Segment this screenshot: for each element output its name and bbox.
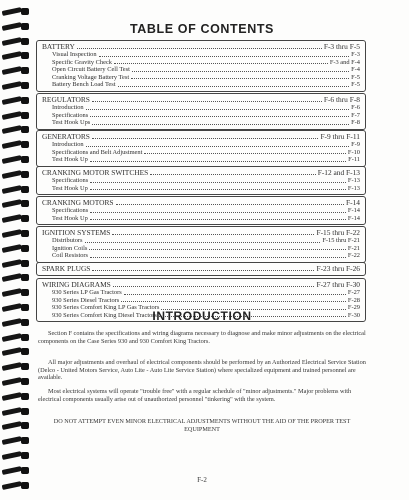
toc-label: Introduction — [52, 104, 84, 111]
leader-dots — [90, 189, 346, 190]
binding-coil — [2, 97, 30, 104]
intro-paragraph: Section F contains the specifications and wiring diagrams necessary to diagnose and make minor adjustments on the electrical components on the Case Series 930 and 930 Comfort King Tractors. — [38, 330, 366, 345]
toc-row[interactable] — [42, 245, 360, 253]
binding-coil — [2, 126, 30, 133]
toc-label: Test Hook Up — [52, 214, 88, 222]
warning-paragraph: DO NOT ATTEMPT EVEN MINOR ELECTRICAL ADJUSTMENTS WITHOUT THE AID OF THE PROPER TEST EQUIPMENT — [53, 418, 351, 433]
leader-dots — [90, 212, 346, 213]
toc-page: F-15 thru F-22 — [316, 228, 360, 237]
toc-page: F-27 thru F-30 — [316, 280, 360, 289]
leader-dots — [114, 63, 328, 64]
introduction-heading: INTRODUCTION — [152, 309, 252, 323]
toc-label: BATTERY — [42, 42, 75, 51]
binding-coil — [2, 215, 30, 222]
toc-page: F-27 — [347, 289, 360, 296]
toc-row[interactable] — [42, 168, 360, 177]
leader-dots — [92, 138, 319, 139]
toc-label: Cranking Voltage Battery Test — [52, 73, 130, 81]
toc-row[interactable] — [42, 74, 360, 82]
binding-coil — [2, 156, 30, 163]
toc-label: Ignition Coils — [52, 244, 88, 252]
toc-label: 930 Series Comfort King LP Gas Tractors — [52, 304, 160, 312]
toc-page: F-4 — [351, 66, 360, 74]
leader-dots — [92, 270, 314, 271]
binding-coil — [2, 112, 30, 119]
toc-page: F-21 — [347, 244, 360, 252]
toc-row[interactable] — [42, 51, 360, 59]
toc-page: F-9 — [351, 141, 360, 148]
leader-dots — [113, 286, 315, 287]
leader-dots — [144, 153, 346, 154]
toc-row[interactable] — [42, 119, 360, 127]
toc-section-ignition-systems — [36, 226, 368, 263]
binding-coil — [2, 422, 30, 429]
leader-dots — [132, 71, 349, 72]
toc-row[interactable] — [42, 42, 360, 51]
toc-row[interactable] — [42, 252, 360, 260]
toc-row[interactable] — [42, 215, 360, 223]
toc-label: Specific Gravity Check — [52, 58, 112, 66]
toc-row[interactable] — [42, 156, 360, 164]
binding-coil — [2, 378, 30, 385]
binding-coil — [2, 319, 30, 326]
toc-page: F-13 — [347, 184, 360, 192]
binding-coil — [2, 230, 30, 237]
binding-coil — [2, 141, 30, 148]
toc-row[interactable] — [42, 198, 360, 207]
toc-row[interactable] — [42, 66, 360, 74]
binding-coil — [2, 67, 30, 74]
toc-section-cranking-motor-switches — [36, 166, 368, 195]
toc-page: F-11 — [348, 156, 360, 164]
toc-label: WIRING DIAGRAMS — [42, 280, 111, 289]
binding-coil — [2, 304, 30, 311]
binding-coil — [2, 260, 30, 267]
toc-label: 930 Series Diesel Tractors — [52, 296, 120, 304]
toc-label: IGNITION SYSTEMS — [42, 228, 111, 237]
toc-page: F-14 — [347, 214, 360, 222]
binding-coil — [2, 348, 30, 355]
toc-label: CRANKING MOTORS — [42, 198, 114, 207]
toc-row[interactable] — [42, 185, 360, 193]
toc-label: Specifications — [52, 207, 89, 214]
toc-page: F-5 — [351, 81, 360, 89]
toc-label: Specifications — [52, 111, 89, 119]
leader-dots — [90, 257, 346, 258]
toc-label: Specifications — [52, 177, 89, 184]
toc-section-battery — [36, 40, 368, 92]
leader-dots — [77, 48, 322, 49]
toc-row[interactable] — [42, 237, 360, 245]
leader-dots — [90, 116, 349, 117]
leader-dots — [90, 219, 346, 220]
toc-page: F-6 thru F-8 — [323, 95, 360, 104]
toc-page: F-10 — [347, 148, 360, 156]
toc-page: F-29 — [347, 304, 360, 312]
toc-page: F-23 thru F-26 — [316, 264, 360, 273]
page-number: F-2 — [197, 476, 207, 484]
toc-label: 930 Series LP Gas Tractors — [52, 289, 122, 296]
toc-label: GENERATORS — [42, 132, 90, 141]
toc-row[interactable] — [42, 264, 360, 273]
toc-page: F-8 — [351, 119, 360, 127]
binding-coil — [2, 38, 30, 45]
binding-coil — [2, 245, 30, 252]
toc-label: Introduction — [52, 141, 84, 148]
toc-row[interactable] — [42, 104, 360, 112]
toc-row[interactable] — [42, 207, 360, 215]
binding-coil — [2, 393, 30, 400]
toc-row[interactable] — [42, 297, 360, 305]
toc-page: F-14 — [347, 207, 360, 214]
binding-coil — [2, 52, 30, 59]
binding-coil — [2, 452, 30, 459]
toc-page: F-22 — [347, 252, 360, 260]
leader-dots — [92, 124, 349, 125]
toc-label: REGULATORS — [42, 95, 90, 104]
leader-dots — [92, 101, 322, 102]
binding-coil — [2, 82, 30, 89]
toc-page: F-30 — [347, 311, 360, 319]
binding-coil — [2, 171, 30, 178]
binding-coil — [2, 8, 30, 15]
toc-page: F-9 thru F-11 — [320, 132, 360, 141]
binding-coil — [2, 200, 30, 207]
leader-dots — [90, 182, 346, 183]
toc-label: CRANKING MOTOR SWITCHES — [42, 168, 149, 177]
toc-page: F-5 — [351, 73, 360, 81]
leader-dots — [118, 86, 350, 87]
toc-page: F-12 and F-13 — [317, 168, 360, 177]
leader-dots — [112, 234, 314, 235]
toc-page: F-3 thru F-5 — [323, 42, 360, 51]
toc-row[interactable] — [42, 177, 360, 185]
toc-section-cranking-motors — [36, 196, 368, 225]
spiral-binding — [0, 0, 32, 500]
toc-page: F-7 — [351, 111, 360, 119]
toc-label: SPARK PLUGS — [42, 264, 91, 273]
toc-label: Test Hook Up — [52, 184, 88, 192]
toc-row[interactable] — [42, 149, 360, 157]
toc-section-generators — [36, 130, 368, 167]
binding-coil — [2, 363, 30, 370]
toc-row[interactable] — [42, 228, 360, 237]
toc-page: F-28 — [347, 296, 360, 304]
toc-label: Battery Bench Load Test — [52, 81, 116, 89]
toc-page: F-15 thru F-21 — [322, 237, 360, 244]
leader-dots — [150, 174, 315, 175]
binding-coil — [2, 408, 30, 415]
leader-dots — [131, 78, 349, 79]
leader-dots — [124, 294, 346, 295]
toc-page: F-3 and F-4 — [329, 58, 360, 66]
binding-coil — [2, 274, 30, 281]
toc-title: TABLE OF CONTENTS — [130, 22, 274, 36]
toc-label: Specifications and Belt Adjustment — [52, 148, 143, 156]
toc-label: Test Hook Ups — [52, 119, 91, 127]
leader-dots — [86, 146, 350, 147]
page-content — [36, 0, 406, 500]
leader-dots — [89, 249, 346, 250]
toc-page: F-6 — [351, 104, 360, 111]
toc-row[interactable] — [42, 132, 360, 141]
toc-section-regulators — [36, 93, 368, 130]
toc-page: F-13 — [347, 177, 360, 184]
toc-page: F-14 — [346, 198, 360, 207]
leader-dots — [116, 204, 345, 205]
toc-label: Test Hook Up — [52, 156, 88, 164]
binding-coil — [2, 289, 30, 296]
leader-dots — [85, 242, 321, 243]
toc-row[interactable] — [42, 112, 360, 120]
toc-section-spark-plugs — [36, 262, 368, 276]
intro-paragraph: All major adjustments and overhaul of electrical components should be performed by an Authorized Electrical Service Station (Delco - United Motors Service, Auto Lite - Auto Lite Service Station) where specialized equipment and trained personnel are available. — [38, 359, 366, 382]
toc-label: Visual Inspection — [52, 51, 97, 58]
binding-coil — [2, 186, 30, 193]
toc-row[interactable] — [42, 81, 360, 89]
leader-dots — [86, 109, 350, 110]
binding-coil — [2, 467, 30, 474]
toc-label: Distributors — [52, 237, 83, 244]
leader-dots — [121, 301, 346, 302]
toc-label: 930 Series Comfort King Diesel Tractors — [52, 311, 157, 319]
toc-row[interactable] — [42, 95, 360, 104]
toc-label: Coil Resistors — [52, 252, 89, 260]
toc-label: Open Circuit Battery Cell Test — [52, 66, 130, 74]
binding-coil — [2, 23, 30, 30]
binding-coil — [2, 334, 30, 341]
toc-row[interactable] — [42, 59, 360, 67]
leader-dots — [90, 161, 346, 162]
intro-paragraph: Most electrical systems will operate "trouble free" with a regular schedule of "minor adjustments." Major problems with electrical components usually arise out of unauthorized personnel "tinkering" with the system. — [38, 388, 352, 403]
leader-dots — [99, 56, 350, 57]
toc-row[interactable] — [42, 141, 360, 149]
binding-coil — [2, 482, 30, 489]
toc-row[interactable] — [42, 289, 360, 297]
toc-page: F-3 — [351, 51, 360, 58]
binding-coil — [2, 437, 30, 444]
toc-row[interactable] — [42, 280, 360, 289]
